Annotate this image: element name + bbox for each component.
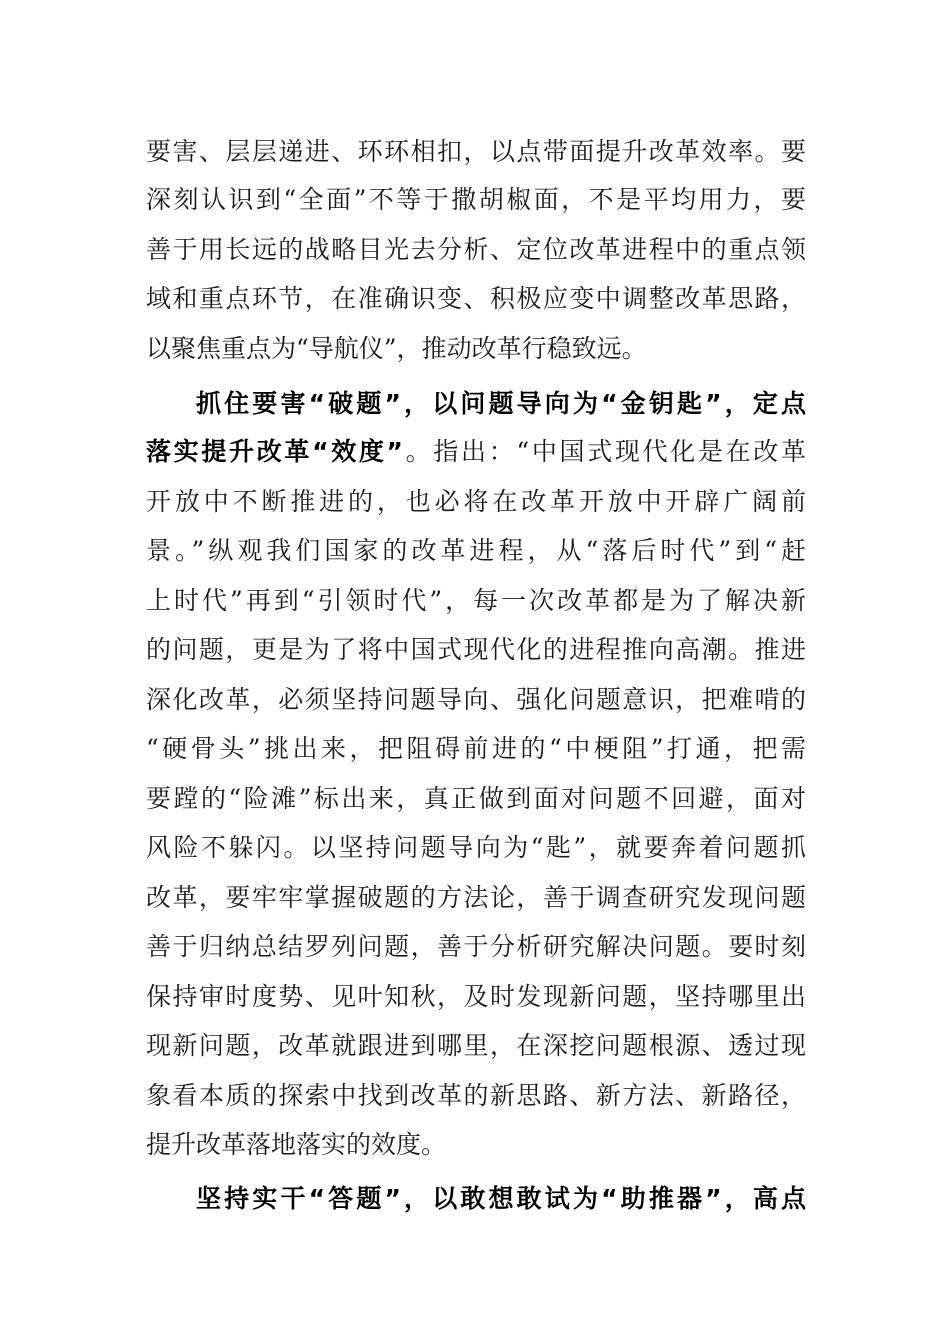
paragraph-line: 深化改革，必须坚持问题导向、强化问题意识，把难啃的 bbox=[146, 685, 806, 714]
paragraph-line: 要蹚的“险滩”标出来，真正做到面对问题不回避，面对 bbox=[146, 784, 806, 813]
paragraph-line: 善于用长远的战略目光去分析、定位改革进程中的重点领 bbox=[146, 235, 806, 264]
paragraph-line: 保持审时度势、见叶知秋，及时发现新问题，坚持哪里出 bbox=[146, 982, 806, 1011]
paragraph-line: 善于归纳总结罗列问题，善于分析研究解决问题。要时刻 bbox=[146, 932, 806, 961]
paragraph-line: 的问题，更是为了将中国式现代化的进程推向高潮。推进 bbox=[146, 635, 806, 664]
paragraph-line: 改革，要牢牢掌握破题的方法论，善于调查研究发现问题 bbox=[146, 883, 806, 912]
paragraph-line: 象看本质的探索中找到改革的新思路、新方法、新路径， bbox=[146, 1081, 806, 1110]
paragraph-line: 深刻认识到“全面”不等于撒胡椒面，不是平均用力，要 bbox=[146, 185, 806, 214]
paragraph-line: 开放中不断推进的，也必将在改革开放中开辟广阔前 bbox=[146, 487, 806, 516]
paragraph-line: 要害、层层递进、环环相扣，以点带面提升改革效率。要 bbox=[146, 137, 806, 166]
paragraph-line: 域和重点环节，在准确识变、积极应变中调整改革思路， bbox=[146, 284, 806, 313]
section-heading: 抓住要害“破题”，以问题导向为“金钥匙”，定点 bbox=[196, 389, 806, 418]
paragraph-line: 上时代”再到“引领时代”，每一次改革都是为了解决新 bbox=[146, 586, 806, 615]
paragraph-line: “硬骨头”挑出来，把阻碍前进的“中梗阻”打通，把需 bbox=[146, 734, 806, 763]
paragraph-line: 提升改革落地落实的效度。 bbox=[146, 1130, 447, 1159]
paragraph-line: 风险不躲闪。以坚持问题导向为“匙”，就要奔着问题抓 bbox=[146, 833, 806, 862]
paragraph-line bbox=[146, 432, 806, 472]
section-heading-continued: 落实提升改革“效度” bbox=[146, 437, 403, 466]
paragraph-line: 景。”纵观我们国家的改革进程，从“落后时代”到“赶 bbox=[146, 536, 806, 565]
paragraph-text: 。指出：“中国式现代化是在改革 bbox=[403, 437, 806, 466]
paragraph-line: 现新问题，改革就跟进到哪里，在深挖问题根源、透过现 bbox=[146, 1031, 806, 1060]
paragraph-line: 以聚焦重点为“导航仪”，推动改革行稳致远。 bbox=[146, 334, 647, 363]
section-heading: 坚持实干“答题”，以敢想敢试为“助推器”，高点 bbox=[196, 1184, 806, 1213]
